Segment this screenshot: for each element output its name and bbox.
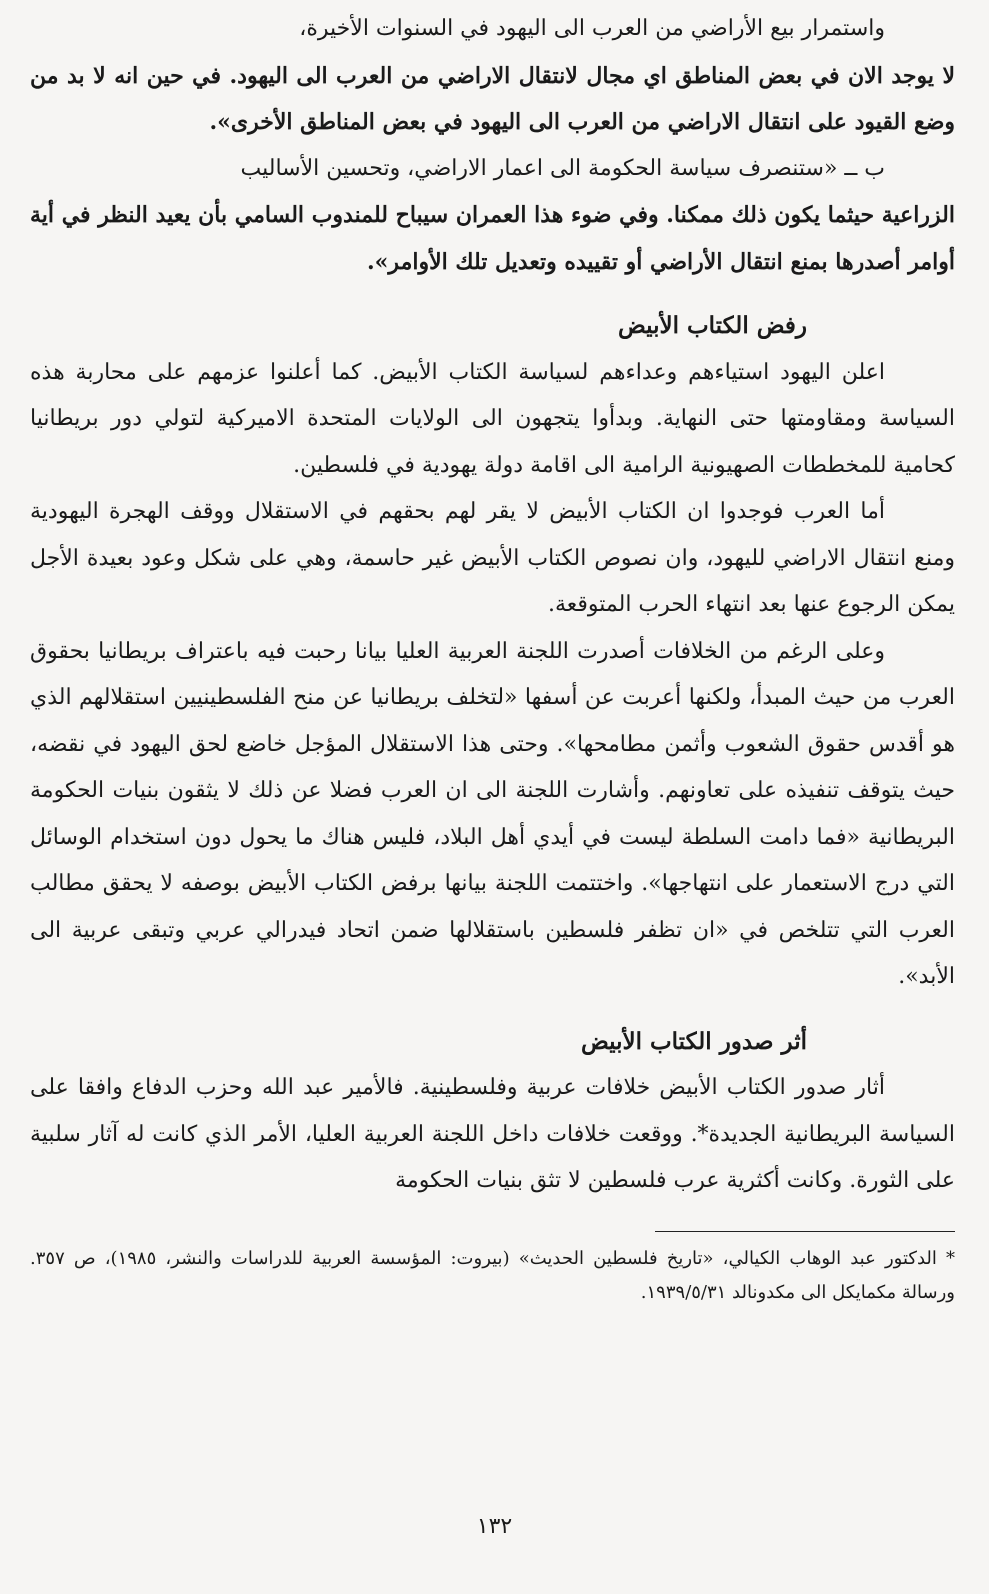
section1-paragraph-3: وعلى الرغم من الخلافات أصدرت اللجنة العربية العليا بيانا رحبت فيه باعتراف بريطانيا بحقوق العرب من حيث المبدأ، ولكنها أعربت عن أسفها «لتخلف بريطانيا عن منح الفلسطينيين استقلالهم الذي هو أقدس حقوق الشعوب وأثمن مطامحها». وحتى هذا الاستقلال المؤجل خاضع لحق اليهود في نقضه، حيث يتوقف تنفيذه على تعاونهم. وأشارت اللجنة الى ان العرب فضلا عن ذلك لا يثقون بنيات الحكومة البريطانية «فما دامت السلطة ليست في أيدي أهل البلاد، فليس هناك ما يحول دون استخدام الوسائل التي درج الاستعمار على انتهاجها». واختتمت اللجنة بيانها برفض الكتاب الأبيض بوصفه لا يحقق مطالب العرب التي تتلخص في «ان تظفر فلسطين باستقلالها ضمن اتحاد فيدرالي عربي وتبقى عربية الى الأبد». [30,638,955,989]
section1-paragraph-1: اعلن اليهود استياءهم وعداءهم لسياسة الكتاب الأبيض. كما أعلنوا عزمهم على محاربة هذه السياسة ومقاومتها حتى النهاية. وبدأوا يتجهون الى الولايات المتحدة الاميركية لتولي دور بريطانيا كحامية للمخططات الصهيونية الرامية الى اقامة دولة يهودية في فلسطين. [30,359,955,478]
footnote-divider [655,1231,955,1232]
footnote-text: * الدكتور عبد الوهاب الكيالي، «تاريخ فلسطين الحديث» (بيروت: المؤسسة العربية للدراسات والنشر، ١٩٨٥)، ص ٣٥٧. ورسالة مكمايكل الى مكدونالد ١٩٣٩/٥/٣١. [30,1247,955,1303]
paragraph-4-bold: الزراعية حيثما يكون ذلك ممكنا. وفي ضوء هذا العمران سيباح للمندوب السامي بأن يعيد النظر في أية أوامر أصدرها بمنع انتقال الأراضي أو تقييده وتعديل تلك الأوامر». [30,202,955,275]
section1-paragraph-2: أما العرب فوجدوا ان الكتاب الأبيض لا يقر لهم بحقهم في الاستقلال ووقف الهجرة اليهودية ومنع انتقال الاراضي لليهود، وان نصوص الكتاب الأبيض غير حاسمة، وهي على شكل وعود بعيدة الأجل يمكن الرجوع عنها بعد انتهاء الحرب المتوقعة. [30,499,955,617]
paragraph-3: ب ــ «ستنصرف سياسة الحكومة الى اعمار الاراضي، وتحسين الأساليب [240,155,885,181]
section2-paragraph-1: أثار صدور الكتاب الأبيض خلافات عربية وفلسطينية. فالأمير عبد الله وحزب الدفاع وافقا على السياسة البريطانية الجديدة*. ووقعت خلافات داخل اللجنة العربية العليا، الأمر الذي كانت له آثار سلبية على الثورة. وكانت أكثرية عرب فلسطين لا تثق بنيات الحكومة [30,1075,955,1193]
section-title-rejection: رفض الكتاب الأبيض [617,312,807,339]
paragraph-1: واستمرار بيع الأراضي من العرب الى اليهود في السنوات الأخيرة، [299,16,885,41]
section-title-impact: أثر صدور الكتاب الأبيض [580,1027,807,1055]
page-number: ١٣٢ [476,1514,513,1539]
footnote [30,1242,955,1310]
main-text [30,6,955,1205]
paragraph-2-bold: لا يوجد الان في بعض المناطق اي مجال لانتقال الاراضي من العرب الى اليهود. في حين انه لا بد من وضع القيود على انتقال الاراضي من العرب الى اليهود في بعض المناطق الأخرى». [30,62,955,135]
